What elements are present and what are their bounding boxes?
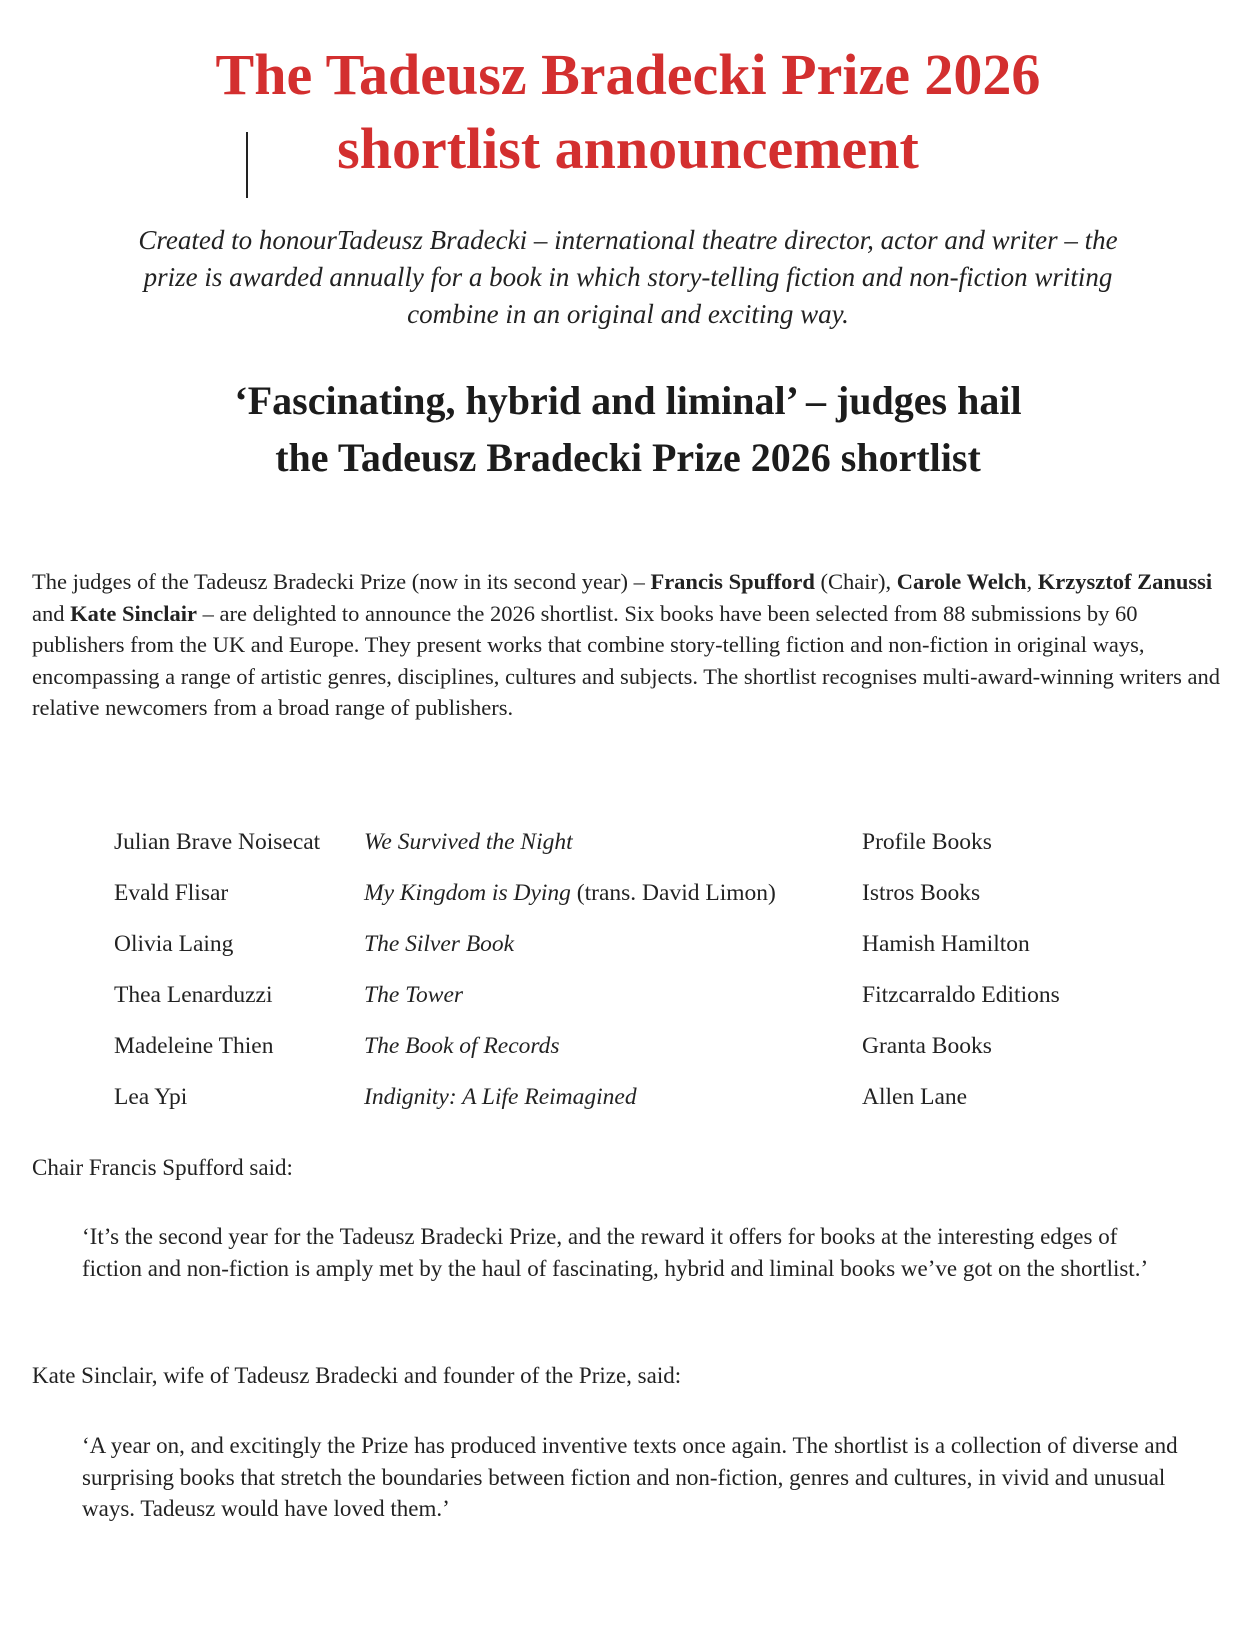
intro-paragraph: Created to honourTadeusz Bradecki – international theatre director, actor and writer – the prize is awarded annually for a book in which story-telling fiction and non-fiction writing combine in an original and exciting way.: [138, 225, 1118, 329]
title-line-2: shortlist announcement: [337, 116, 919, 181]
founder-attribution: Kate Sinclair, wife of Tadeusz Bradecki and founder of the Prize, said:: [32, 1363, 682, 1388]
announcement-text: ,: [1026, 569, 1038, 594]
book-title: The Silver Book: [364, 931, 515, 957]
publisher-name: Hamish Hamilton: [862, 931, 1030, 957]
book-title-cell: [364, 977, 463, 1013]
publisher-name: Granta Books: [862, 1033, 992, 1059]
shortlist-row: [114, 977, 1154, 1028]
shortlist-row: [114, 1079, 1154, 1130]
chair-attribution: Chair Francis Spufford said:: [32, 1155, 293, 1180]
publisher-name: Fitzcarraldo Editions: [862, 982, 1060, 1008]
announcement-text: and: [32, 600, 71, 626]
book-title: The Tower: [364, 982, 464, 1008]
publisher-name: Profile Books: [862, 829, 992, 855]
judge-name: Krzysztof Zanussi: [1037, 569, 1213, 594]
announcement-paragraph: [32, 566, 1224, 724]
author-name: Olivia Laing: [114, 931, 234, 957]
publisher-name: Istros Books: [862, 880, 981, 906]
author-name: Lea Ypi: [114, 1084, 188, 1110]
translator-note: (trans. David Limon): [570, 880, 776, 906]
judge-name: Francis Spufford: [650, 569, 815, 594]
title-line-1: The Tadeusz Bradecki Prize 2026: [215, 42, 1041, 107]
announcement-text: The judges of the Tadeusz Bradecki Prize (now in its second year) –: [32, 569, 651, 594]
book-title: We Survived the Night: [364, 829, 573, 855]
judge-name: Kate Sinclair: [70, 600, 197, 626]
chair-quote: ‘It’s the second year for the Tadeusz Bradecki Prize, and the reward it offers for books at the interesting edges of fiction and non-fiction is amply met by the haul of fascinating, hybrid and liminal books we’ve got on the shortlist.’: [82, 1224, 1149, 1281]
book-title: The Book of Records: [364, 1033, 560, 1059]
subheading: [70, 372, 1186, 486]
subheading-line-1: ‘Fascinating, hybrid and liminal’ – judges hail: [234, 378, 1022, 423]
announcement-text: – are delighted to announce the 2026 shortlist. Six books have been selected from 88 submissions by 60 publishers from the UK and Europe. They present works that combine story-telling fiction and non-fiction in original ways, encompassing a range of artistic genres, disciplines, cultures and subjects. The shortlist recognises multi-award-winning writers and relative newcomers from a broad range of publishers.: [32, 600, 1221, 720]
book-title-cell: [364, 824, 573, 860]
announcement-text: (Chair),: [814, 569, 897, 594]
book-title-cell: [364, 875, 776, 911]
shortlist-table: [114, 824, 1154, 1130]
author-name: Julian Brave Noisecat: [114, 829, 321, 855]
judge-name: Carole Welch: [896, 569, 1027, 594]
book-title-cell: [364, 1028, 560, 1064]
book-title-cell: [364, 1079, 637, 1115]
author-name: Thea Lenarduzzi: [114, 982, 273, 1008]
publisher-name: Allen Lane: [862, 1084, 968, 1110]
shortlist-row: [114, 926, 1154, 977]
book-title: Indignity: A Life Reimagined: [364, 1084, 637, 1110]
author-name: Madeleine Thien: [114, 1033, 274, 1059]
shortlist-row: [114, 875, 1154, 926]
text-cursor: [246, 132, 248, 198]
book-title-cell: [364, 926, 514, 962]
author-name: Evald Flisar: [114, 880, 229, 906]
shortlist-row: [114, 1028, 1154, 1079]
founder-quote: ‘A year on, and excitingly the Prize has produced inventive texts once again. The shortlist is a collection of diverse and surprising books that stretch the boundaries between fiction and non-fiction, genres and cultures, in vivid and unusual ways. Tadeusz would have loved them.’: [82, 1433, 1178, 1521]
subheading-line-2: the Tadeusz Bradecki Prize 2026 shortlist: [275, 435, 981, 480]
book-title: My Kingdom is Dying: [364, 880, 571, 906]
shortlist-row: [114, 824, 1154, 875]
page-title: [60, 38, 1196, 186]
